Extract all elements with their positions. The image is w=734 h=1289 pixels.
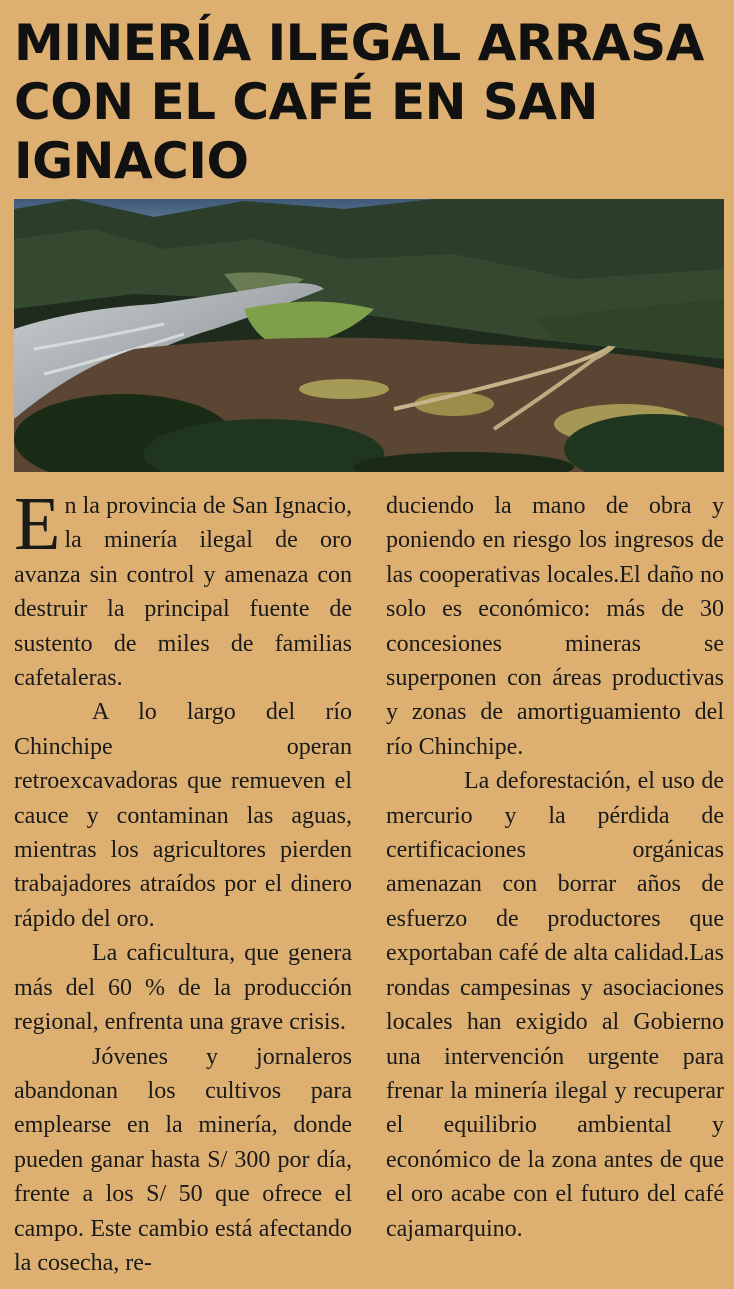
headline: MINERÍA ILEGAL ARRASA CON EL CAFÉ EN SAN IGNACIO	[14, 14, 704, 190]
mining-river-photo	[14, 199, 724, 472]
paragraph-5: duciendo la mano de obra y poniendo en riesgo los ingresos de las cooperativas locales.El daño no solo es económico: más de 30 concesiones mineras se superponen con áreas productivas y zonas de amortiguamiento del río Chinchipe.	[386, 493, 724, 760]
paragraph-2: A lo largo del río Chinchipe operan retroexcavadoras que remueven el cauce y contaminan las aguas, mientras los agricultores pierden trabajadores atraídos por el dinero rápido del oro.	[14, 699, 352, 932]
paragraph-1-text: n la provincia de San Ignacio, la minería ilegal de oro avanza sin control y amenaza con destruir la principal fuente de sustento de miles de familias cafetaleras.	[14, 493, 352, 692]
paragraph-3: La caficultura, que genera más del 60 % de la producción regional, enfrenta una grave crisis.	[14, 940, 352, 1036]
drop-cap: E	[14, 482, 61, 566]
paragraph-6: La deforestación, el uso de mercurio y la pérdida de certificaciones orgánicas amenazan con borrar años de esfuerzo de productores que exportaban café de alta calidad.Las rondas campesinas y asociaciones locales han exigido al Gobierno una intervención urgente para frenar la minería ilegal y recuperar el equilibrio ambiental y económico de la zona antes de que el oro acabe con el futuro del café cajamarquino.	[386, 768, 724, 1242]
paragraph-1	[14, 482, 352, 695]
paragraph-4: Jóvenes y jornaleros abandonan los cultivos para emplearse en la minería, donde pueden ganar hasta S/ 300 por día, frente a los S/ 50 que ofrece el campo. Este cambio está afectando la cosecha, re-	[14, 1043, 352, 1276]
text-column-right	[386, 489, 724, 1246]
text-column-left	[14, 482, 352, 1280]
